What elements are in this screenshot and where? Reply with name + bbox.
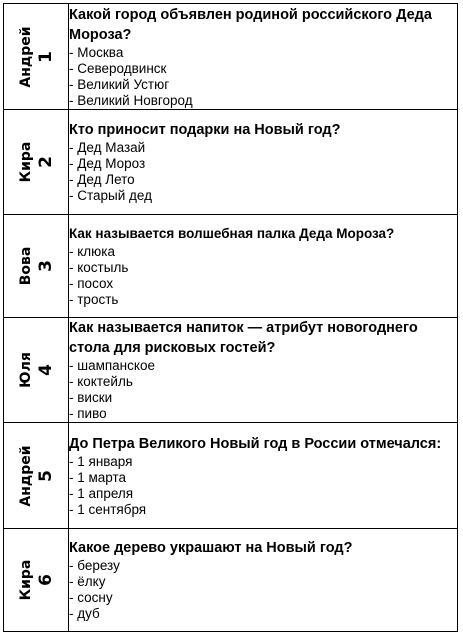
answer-option: - Дед Мороз	[69, 156, 146, 171]
question-number: 2	[36, 156, 56, 168]
answer-list	[69, 454, 457, 518]
participant-name: Вова	[18, 246, 34, 286]
answer-option: - сосну	[69, 590, 113, 605]
quiz-row	[4, 110, 458, 215]
answer-option: - ёлку	[69, 574, 106, 589]
answer-option: - дуб	[69, 606, 100, 621]
answer-option: - клюка	[69, 244, 116, 259]
question-number: 6	[36, 574, 56, 586]
participant-label	[16, 142, 56, 183]
quiz-row	[4, 318, 458, 423]
participant-label	[16, 26, 56, 87]
participant-name: Андрей	[18, 25, 34, 88]
question-number: 3	[36, 260, 56, 272]
question-text: Кто приносит подарки на Новый год?	[69, 122, 341, 138]
participant-cell	[4, 4, 69, 110]
answer-option: - 1 марта	[69, 469, 127, 485]
question-cell	[69, 529, 458, 632]
answer-option: - шампанское	[69, 358, 155, 373]
answer-option: - 1 января	[69, 453, 133, 469]
participant-cell	[4, 529, 69, 632]
quiz-table-body	[4, 4, 458, 632]
answer-option: - березу	[69, 558, 120, 573]
answer-option: - 1 апреля	[69, 485, 134, 501]
participant-cell	[4, 318, 69, 423]
quiz-row	[4, 4, 458, 110]
participant-name: Андрей	[18, 444, 34, 507]
question-text: Какой город объявлен родиной российского Деда Мороза?	[69, 6, 432, 43]
answer-list	[69, 358, 457, 422]
question-number: 1	[36, 50, 56, 63]
answer-list	[69, 140, 457, 204]
question-text: Как называется волшебная палка Деда Мороза?	[69, 226, 395, 241]
participant-name: Кира	[18, 559, 34, 601]
answer-option: - Великий Новгород	[69, 92, 193, 108]
quiz-table	[3, 3, 458, 632]
question-text: До Петра Великого Новый год в России отмечался:	[69, 435, 442, 452]
answer-list	[69, 45, 457, 109]
answer-option: - Старый дед	[69, 188, 153, 203]
participant-cell	[4, 110, 69, 215]
question-cell	[69, 4, 458, 110]
participant-name: Кира	[18, 141, 34, 183]
participant-cell	[4, 423, 69, 529]
question-text: Как называется напиток — атрибут новогоднего стола для рисковых гостей?	[69, 320, 418, 356]
question-number: 5	[36, 469, 56, 482]
answer-option: - коктейль	[69, 374, 133, 389]
question-cell	[69, 423, 458, 529]
participant-label	[16, 352, 56, 388]
answer-option: - костыль	[69, 260, 129, 275]
question-cell	[69, 318, 458, 423]
participant-label	[16, 247, 56, 286]
answer-option: - трость	[69, 292, 119, 307]
quiz-row	[4, 529, 458, 632]
answer-option: - пиво	[69, 406, 107, 421]
participant-name: Юля	[18, 352, 34, 388]
answer-list	[69, 244, 457, 308]
question-cell	[69, 110, 458, 215]
answer-option: - виски	[69, 390, 113, 405]
question-number: 4	[36, 364, 56, 376]
participant-label	[16, 560, 56, 601]
quiz-row	[4, 423, 458, 529]
answer-option: - посох	[69, 276, 114, 291]
answer-option: - Великий Устюг	[69, 76, 170, 92]
participant-label	[16, 445, 56, 506]
question-cell	[69, 215, 458, 318]
answer-list	[69, 558, 457, 622]
quiz-row	[4, 215, 458, 318]
answer-option: - Дед Мазай	[69, 140, 146, 155]
answer-option: - Москва	[69, 44, 124, 60]
answer-option: - Северодвинск	[69, 60, 167, 76]
question-text: Какое дерево украшают на Новый год?	[69, 540, 353, 556]
participant-cell	[4, 215, 69, 318]
answer-option: - 1 сентября	[69, 501, 147, 517]
answer-option: - Дед Лето	[69, 172, 135, 187]
